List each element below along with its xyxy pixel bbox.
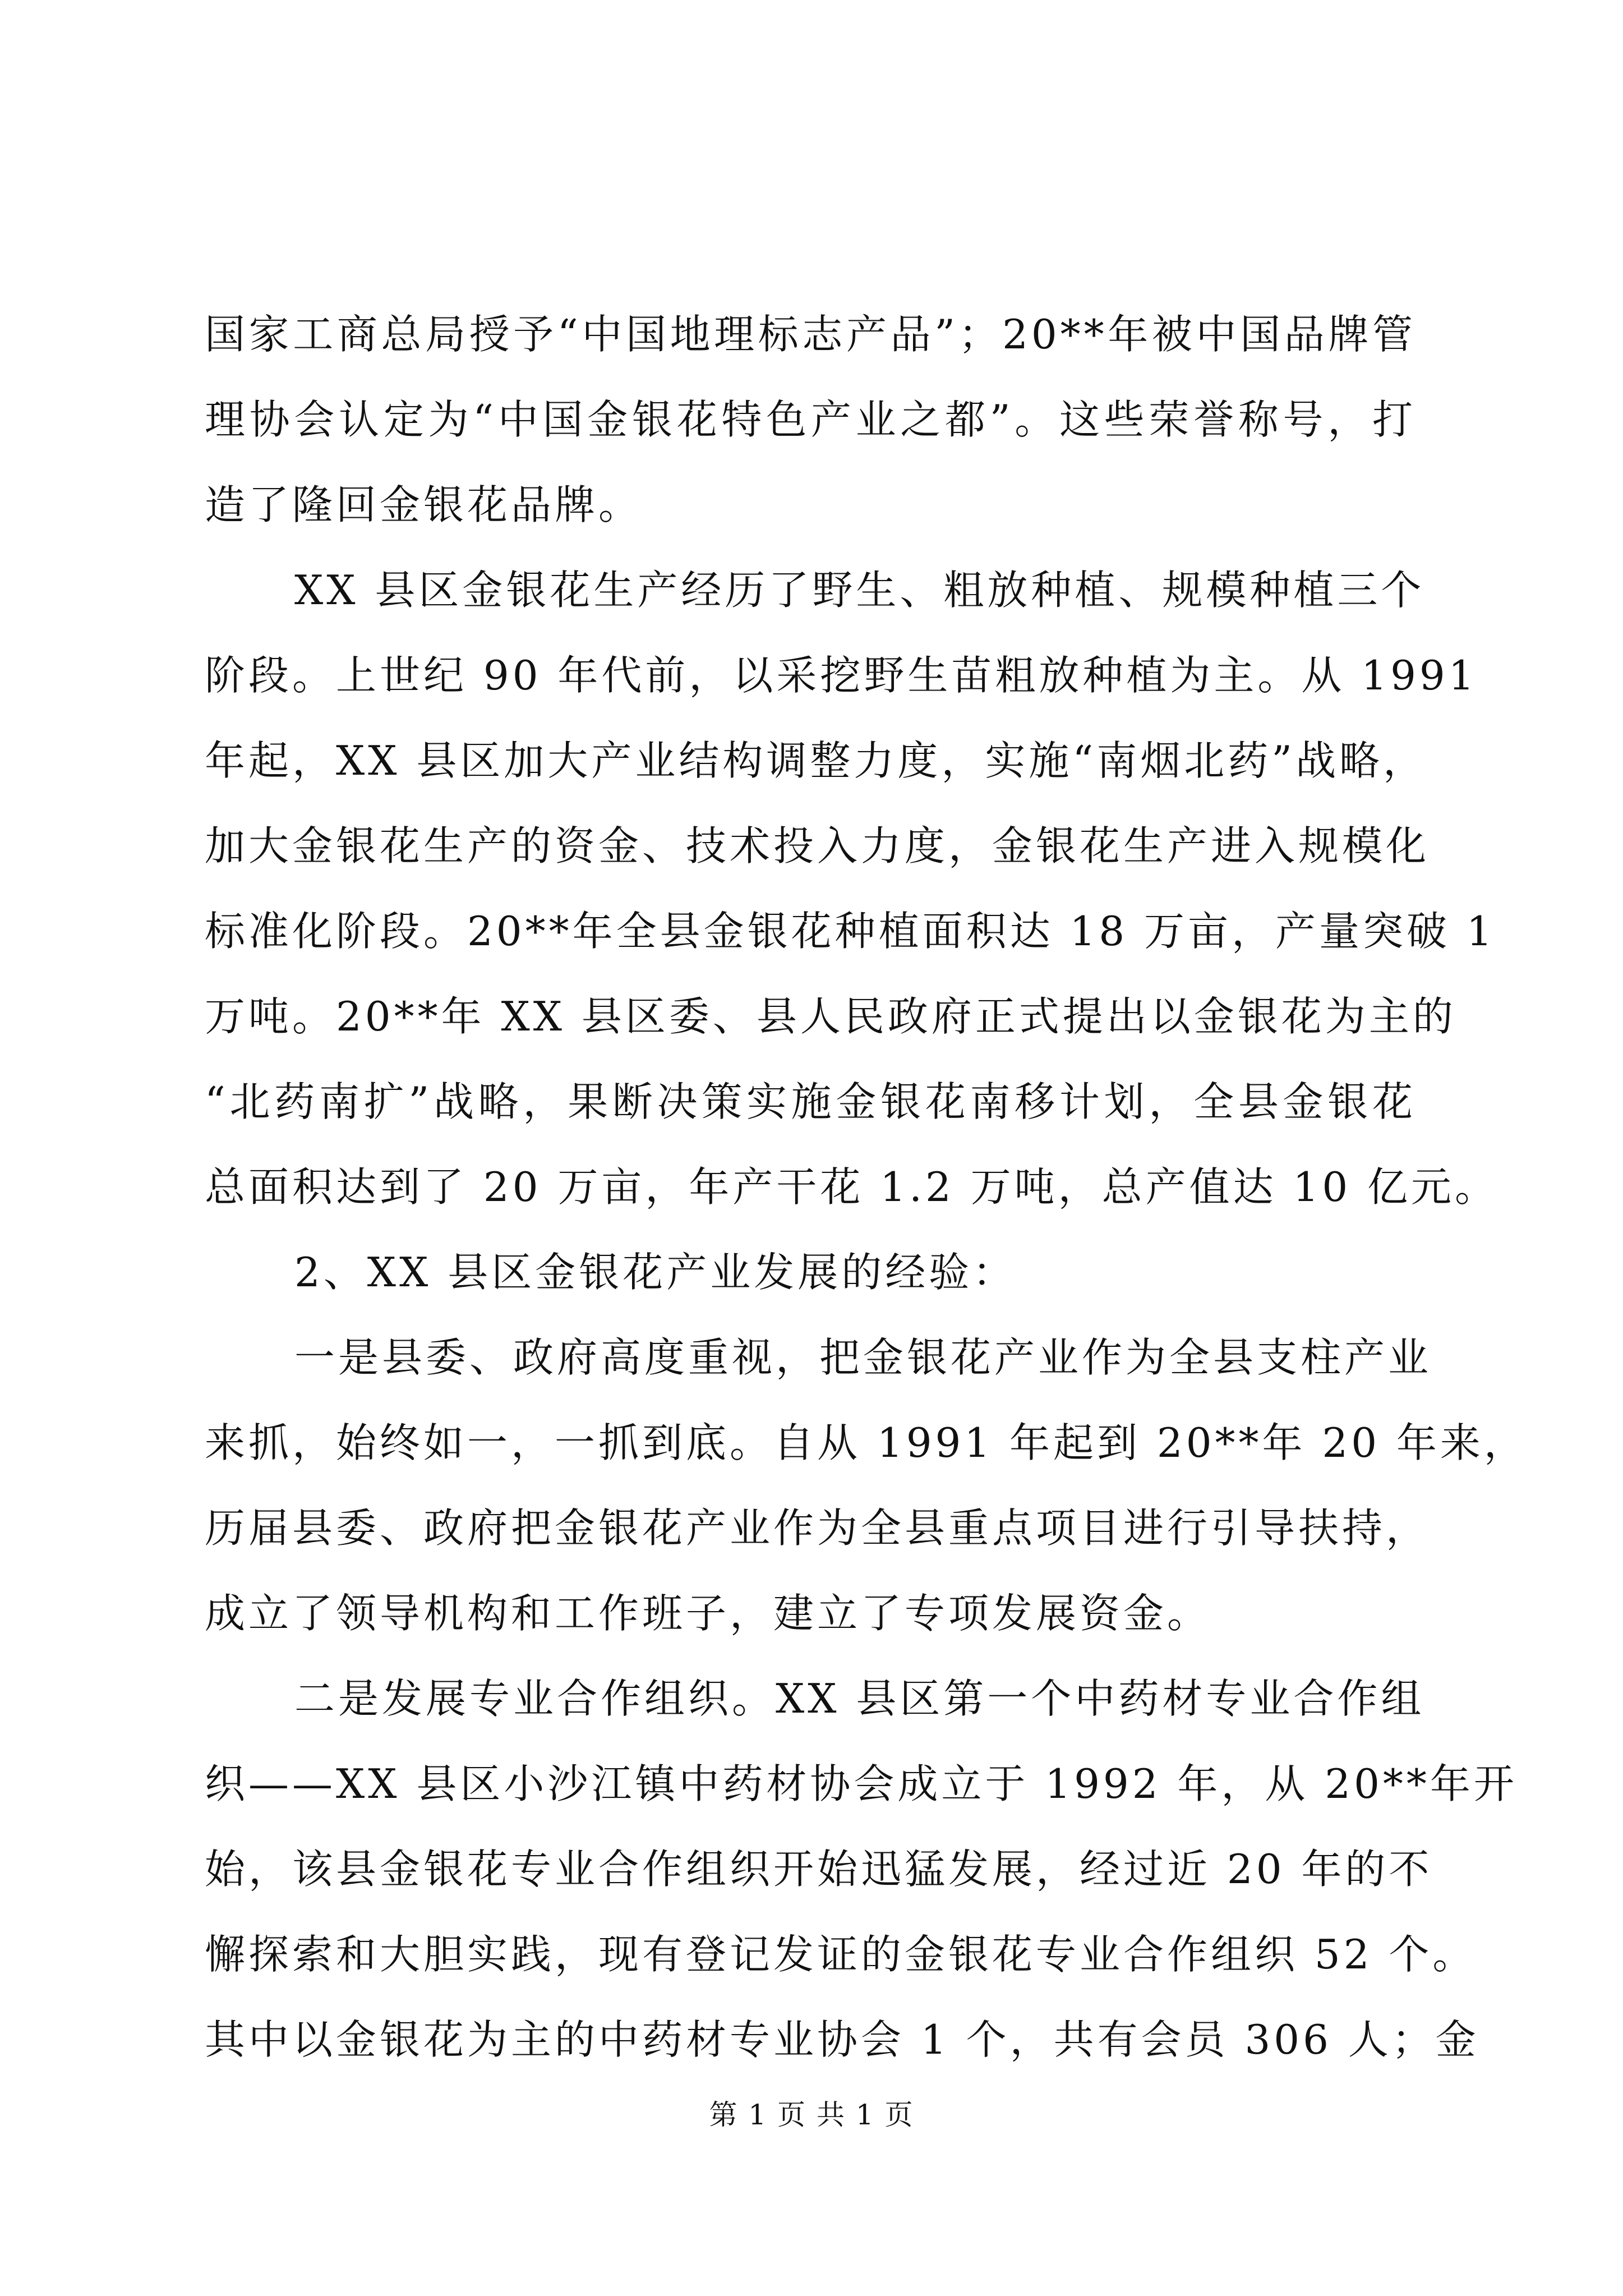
text-line: 历届县委、政府把金银花产业作为全县重点项目进行引导扶持，	[205, 1504, 1430, 1552]
text-line: 造了隆回金银花品牌。	[205, 481, 643, 528]
text-line: “北药南扩”战略，果断决策实施金银花南移计划，全县金银花	[205, 1078, 1416, 1125]
text-line: 总面积达到了 20 万亩，年产干花 1.2 万吨，总产值达 10 亿元。	[205, 1163, 1499, 1211]
text-line: 织——XX 县区小沙江镇中药材协会成立于 1992 年，从 20**年开	[205, 1760, 1518, 1807]
text-line: 成立了领导机构和工作班子，建立了专项发展资金。	[205, 1590, 1211, 1637]
text-line: 阶段。上世纪 90 年代前，以采挖野生苗粗放种植为主。从 1991	[205, 652, 1478, 699]
text-line: 年起，XX 县区加大产业结构调整力度，实施“南烟北药”战略，	[205, 737, 1427, 784]
text-line: 理协会认定为“中国金银花特色产业之都”。这些荣誉称号，打	[205, 396, 1416, 443]
text-line: 始，该县金银花专业合作组织开始迅猛发展，经过近 20 年的不	[205, 1846, 1433, 1893]
text-line: 其中以金银花为主的中药材专业协会 1 个，共有会员 306 人；金	[205, 2016, 1479, 2063]
text-line: 加大金银花生产的资金、技术投入力度，金银花生产进入规模化	[205, 822, 1430, 869]
text-line: 国家工商总局授予“中国地理标志产品”；20**年被中国品牌管	[205, 311, 1416, 358]
document-body	[205, 292, 1528, 2082]
paragraph-first-line: XX 县区金银花生产经历了野生、粗放种植、规模种植三个	[294, 567, 1425, 614]
page-number-footer: 第 1 页 共 1 页	[709, 2099, 914, 2131]
text-line: 标准化阶段。20**年全县金银花种植面积达 18 万亩，产量突破 1	[205, 908, 1496, 955]
text-line: 来抓，始终如一，一抓到底。自从 1991 年起到 20**年 20 年来，	[205, 1419, 1528, 1466]
section-heading: 2、XX 县区金银花产业发展的经验：	[294, 1249, 1017, 1296]
paragraph-first-line: 二是发展专业合作组织。XX 县区第一个中药材专业合作组	[294, 1675, 1425, 1722]
paragraph-first-line: 一是县委、政府高度重视，把金银花产业作为全县支柱产业	[294, 1334, 1432, 1381]
text-line: 万吨。20**年 XX 县区委、县人民政府正式提出以金银花为主的	[205, 993, 1456, 1040]
text-line: 懈探索和大胆实践，现有登记发证的金银花专业合作组织 52 个。	[205, 1931, 1477, 1978]
